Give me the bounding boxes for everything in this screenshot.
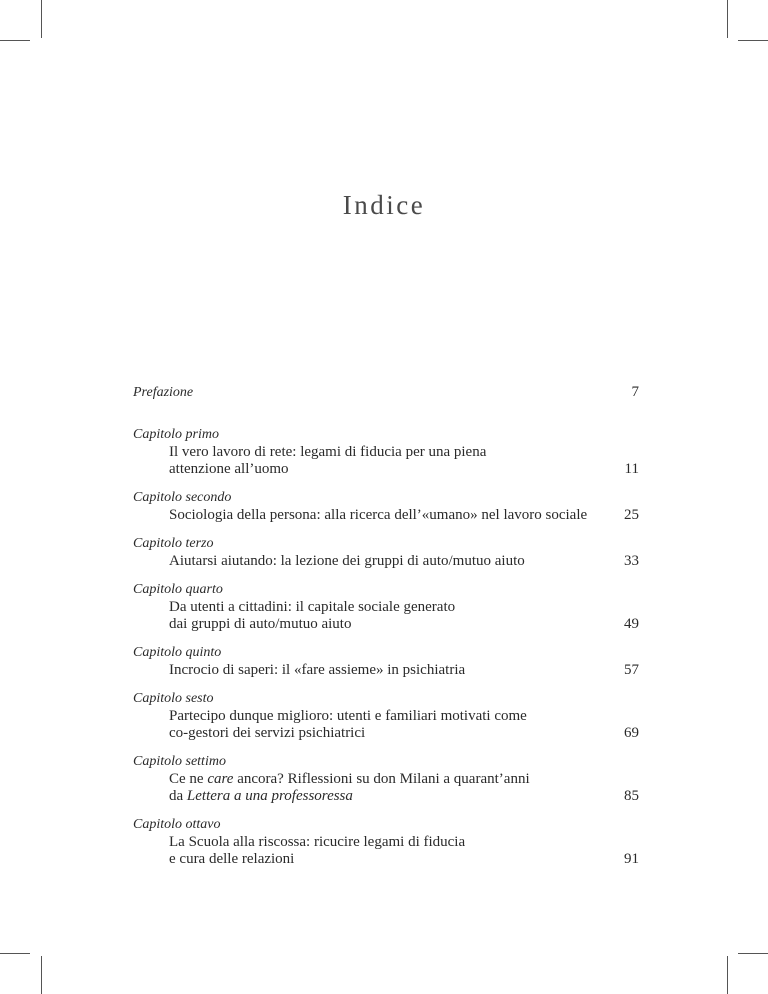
page-number: 91 xyxy=(624,851,639,867)
toc-entry-chapter-1[interactable] xyxy=(133,425,639,478)
toc-entry-chapter-3[interactable] xyxy=(133,534,639,570)
title-text: Ce ne xyxy=(169,771,208,787)
page-title: Indice xyxy=(342,190,426,220)
chapter-title-line xyxy=(169,788,579,805)
chapter-title-line xyxy=(169,771,579,788)
chapter-title-line: attenzione all’uomo xyxy=(169,461,289,477)
toc-entry-preface[interactable] xyxy=(133,383,639,402)
entry-label: Prefazione xyxy=(133,385,194,400)
chapter-title xyxy=(169,662,639,679)
chapter-title xyxy=(169,708,639,742)
chapter-title-line: Sociologia della persona: alla ricerca dell’«umano» nel lavoro sociale xyxy=(169,507,588,523)
page-number: 57 xyxy=(624,662,639,678)
toc-entry-chapter-6[interactable] xyxy=(133,689,639,742)
chapter-label: Capitolo sesto xyxy=(133,691,214,706)
chapter-title-line: Partecipo dunque miglioro: utenti e familiari motivati come xyxy=(169,708,527,724)
chapter-title xyxy=(169,507,639,524)
page-number: 33 xyxy=(624,553,639,569)
crop-mark xyxy=(738,40,768,41)
page-number: 49 xyxy=(624,616,639,632)
chapter-title xyxy=(169,834,639,868)
chapter-title-line: dai gruppi di auto/mutuo aiuto xyxy=(169,616,352,632)
chapter-label: Capitolo terzo xyxy=(133,536,214,551)
chapter-label: Capitolo settimo xyxy=(133,754,226,769)
chapter-label: Capitolo ottavo xyxy=(133,817,221,832)
chapter-title-line: Aiutarsi aiutando: la lezione dei gruppi di auto/mutuo aiuto xyxy=(169,553,525,569)
crop-mark xyxy=(0,953,30,954)
page-number: 11 xyxy=(624,461,639,477)
chapter-title xyxy=(169,771,639,805)
toc-entry-chapter-4[interactable] xyxy=(133,580,639,633)
chapter-title-line: Il vero lavoro di rete: legami di fiducia per una piena xyxy=(169,444,487,460)
title-emphasis: care xyxy=(207,771,234,787)
crop-mark xyxy=(738,953,768,954)
chapter-label: Capitolo primo xyxy=(133,427,219,442)
page-number: 7 xyxy=(631,384,639,400)
chapter-title-line: co-gestori dei servizi psichiatrici xyxy=(169,725,366,741)
chapter-title-line: La Scuola alla riscossa: ricucire legami di fiducia xyxy=(169,834,466,850)
toc-entry-chapter-7[interactable] xyxy=(133,752,639,805)
page-number: 69 xyxy=(624,725,639,741)
chapter-title-line: e cura delle relazioni xyxy=(169,851,295,867)
chapter-label: Capitolo quinto xyxy=(133,645,222,660)
crop-mark xyxy=(41,0,42,38)
crop-mark xyxy=(0,40,30,41)
chapter-title xyxy=(169,444,639,478)
page-number: 25 xyxy=(624,507,639,523)
crop-mark xyxy=(727,0,728,38)
toc-entry-chapter-8[interactable] xyxy=(133,815,639,868)
toc-entry-chapter-5[interactable] xyxy=(133,643,639,679)
chapter-title-line: Incrocio di saperi: il «fare assieme» in psichiatria xyxy=(169,662,466,678)
title-text: ancora? Riflessioni su don Milani a quarant’anni xyxy=(233,771,530,787)
chapter-title xyxy=(169,553,639,570)
chapter-label: Capitolo secondo xyxy=(133,490,232,505)
crop-mark xyxy=(41,956,42,994)
page-number: 85 xyxy=(624,788,639,804)
chapter-title-line: Da utenti a cittadini: il capitale sociale generato xyxy=(169,599,456,615)
chapter-label: Capitolo quarto xyxy=(133,582,223,597)
title-text: da xyxy=(169,788,187,804)
toc-entry-chapter-2[interactable] xyxy=(133,488,639,524)
title-emphasis: Lettera a una professoressa xyxy=(186,788,353,804)
table-of-contents xyxy=(133,383,639,878)
crop-mark xyxy=(727,956,728,994)
chapter-title xyxy=(169,599,639,633)
